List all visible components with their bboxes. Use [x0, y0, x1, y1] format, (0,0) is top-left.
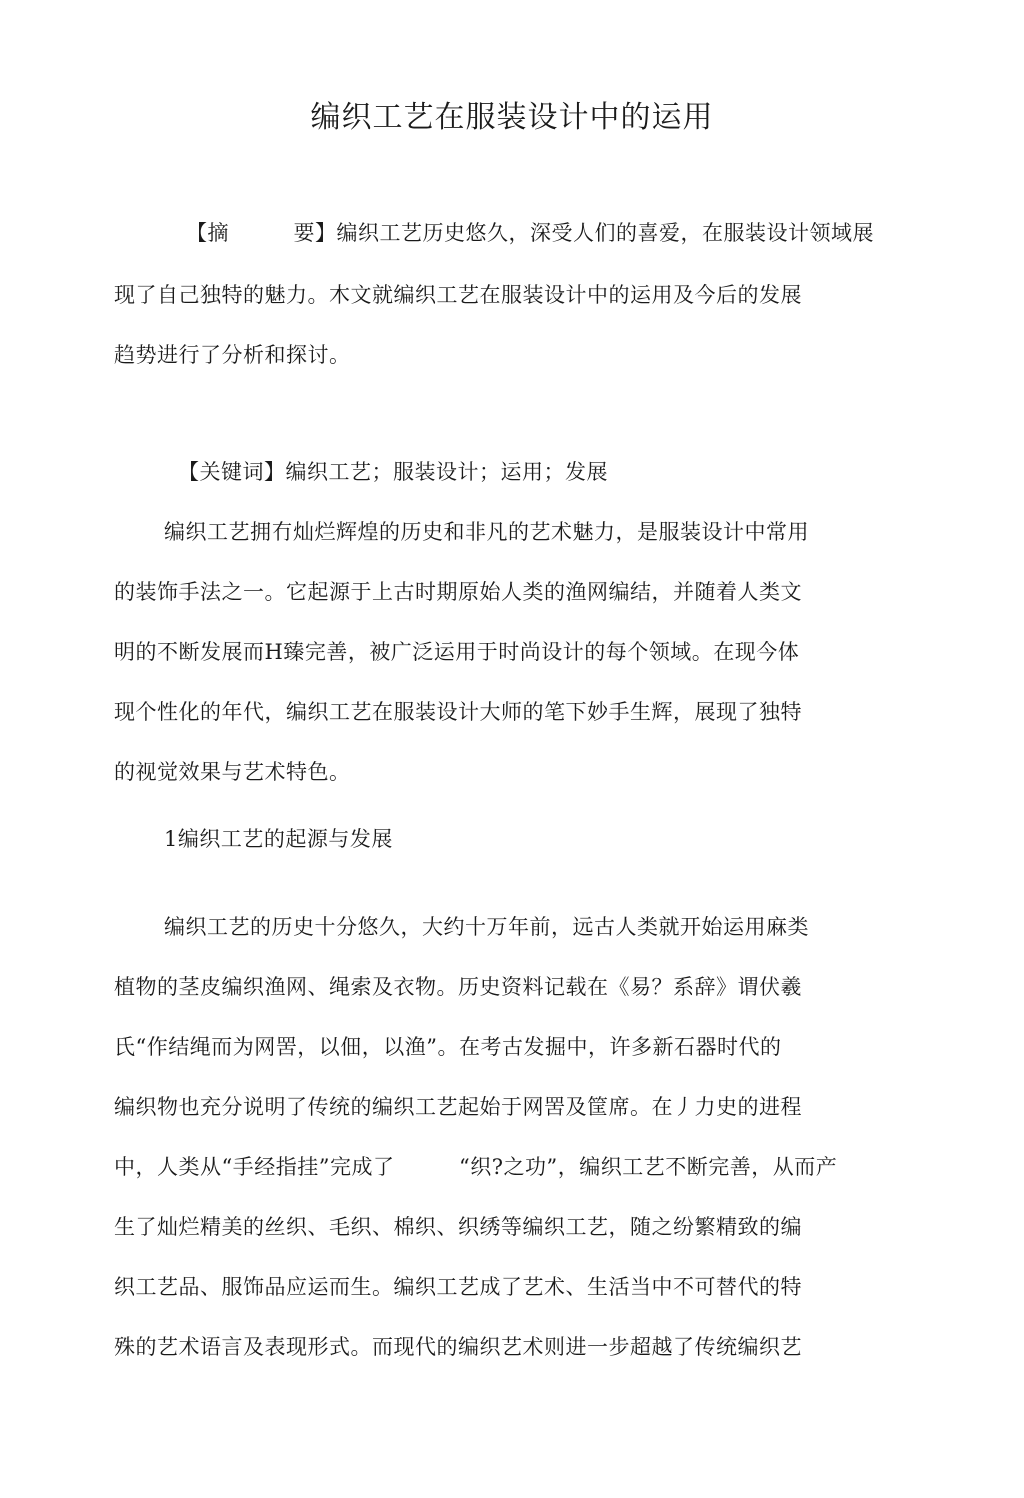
abstract-line-2: 现了自己独特的魅力。木文就编织工艺在服装设计中的运用及今后的发展 — [114, 283, 802, 307]
section-1-line-5: 中，人类从“手经指挂”完成了 “织?之功”，编织工艺不断完善，从而产 — [114, 1155, 838, 1179]
abstract-line-1: 【摘 要】编织工艺历史悠久，深受人们的喜爱，在服装设计领域展 — [186, 221, 874, 245]
intro-line-4: 现个性化的年代，编织工艺在服装设计大师的笔下妙手生辉，展现了独特 — [114, 700, 802, 724]
section-1-line-7: 织工艺品、服饰品应运而生。编织工艺成了艺术、生活当中不可替代的特 — [114, 1275, 802, 1299]
section-1-line-1: 编织工艺的历史十分悠久，大约十万年前，远古人类就开始运用麻类 — [164, 915, 809, 939]
document-title: 编织工艺在服装设计中的运用 — [310, 100, 714, 135]
intro-line-5: 的视觉效果与艺术特色。 — [114, 760, 351, 784]
section-1-line-6: 生了灿烂精美的丝织、毛织、棉织、织绣等编织工艺，随之纷繁精致的编 — [114, 1215, 802, 1239]
section-1-line-3: 氏“作结绳而为网罟，以佃，以渔”。在考古发掘中，许多新石器时代的 — [114, 1035, 782, 1059]
abstract-line-3: 趋势进行了分析和探讨。 — [114, 343, 351, 367]
keywords-line: 【关键词】编织工艺；服装设计；运用；发展 — [178, 460, 608, 484]
intro-line-2: 的装饰手法之一。它起源于上古时期原始人类的渔网编结，并随着人类文 — [114, 580, 802, 604]
intro-line-3: 明的不断发展而H臻完善，被广泛运用于时尚设计的每个领域。在现今体 — [114, 640, 800, 664]
section-1-line-2: 植物的茎皮编织渔网、绳索及衣物。历史资料记载在《易？系辞》谓伏羲 — [114, 975, 802, 999]
intro-line-1: 编织工艺拥冇灿烂辉煌的历史和非凡的艺术魅力，是服装设计中常用 — [164, 520, 809, 544]
section-1-line-4: 编织物也充分说明了传统的编织工艺起始于网罟及筐席。在丿力史的进程 — [114, 1095, 802, 1119]
section-1-heading: 1编织工艺的起源与发展 — [164, 827, 393, 851]
section-1-line-8: 殊的艺术语言及表现形式。而现代的编织艺术则进一步超越了传统编织艺 — [114, 1335, 802, 1359]
